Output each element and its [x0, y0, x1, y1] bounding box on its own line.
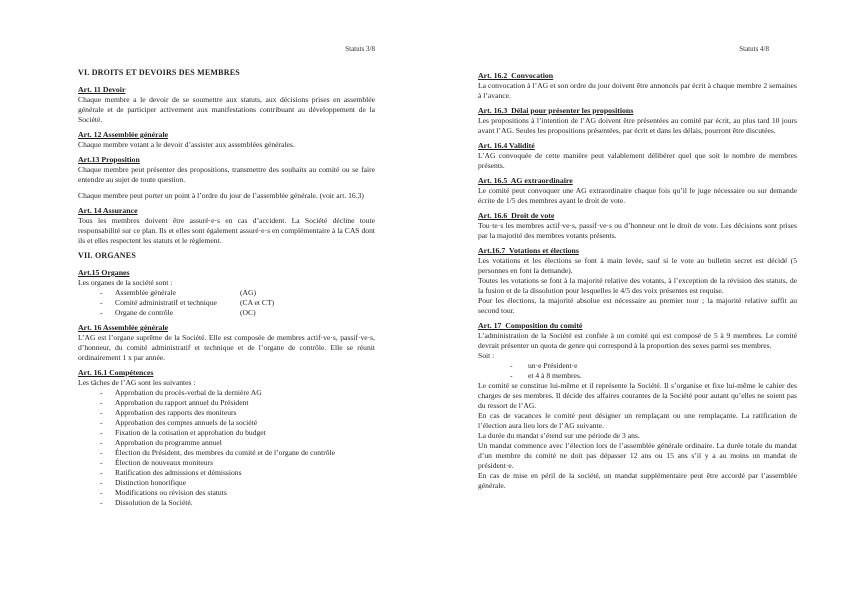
article-16-7-p3: Pour les élections, la majorité absolue est nécessaire au premier tour ; la majorité relative suffit au second tour. [478, 296, 797, 315]
article-17-p1: L’administration de la Société est confiée à un comité qui est composé de 5 à 9 membres. Le comité devrait présenter un quota de genre qui correspond à la proportion des sexes parmi ses membres. [478, 331, 797, 350]
organ-list-item [78, 298, 375, 308]
task-list-item [78, 398, 375, 408]
bullet-dash: - [100, 288, 103, 297]
article-17 [478, 321, 797, 491]
bullet-dash: - [100, 408, 103, 417]
task-text: Distinction honorifique [115, 478, 187, 487]
article-17-title: Art. 17 Composition du comité [478, 321, 583, 330]
bullet-dash: - [100, 468, 103, 477]
organ-abbr: (OC) [240, 308, 256, 317]
task-text: Approbation du programme annuel [115, 438, 222, 447]
article-16-5 [478, 176, 797, 206]
article-16-3 [478, 106, 797, 136]
article-16-1-intro: Les tâches de l’AG sont les suivantes : [78, 378, 196, 387]
article-16-2-body: La convocation à l’AG et son ordre du jour doivent être annoncés par écrit à chaque membre 2 semaines à l’avance. [478, 81, 797, 100]
page-right-content [478, 0, 797, 491]
task-list-item [78, 388, 375, 398]
page-number-left: Statuts 3/8 [345, 45, 375, 53]
article-13-body-1: Chaque membre peut présenter des propositions, transmettre des souhaits au comité ou se faire entendre au sujet de toute question. [78, 165, 375, 184]
article-16-1-title: Art. 16.1 Compétences [78, 368, 154, 377]
article-16-3-title: Art. 16.3 Délai pour présenter les propositions [478, 106, 634, 115]
task-text: Modifications ou révision des statuts [115, 488, 227, 497]
bullet-dash: - [100, 458, 103, 467]
article-16-2-title: Art. 16.2 Convocation [478, 71, 554, 80]
task-text: Approbation des comptes annuels de la société [115, 418, 258, 427]
page-number-right: Statuts 4/8 [739, 45, 769, 53]
bullet-dash: - [100, 308, 103, 317]
task-list-item [78, 408, 375, 418]
article-13-title: Art.13 Proposition [78, 155, 140, 164]
article-16-4 [478, 141, 797, 171]
task-text: Approbation des rapports des moniteurs [115, 408, 237, 417]
article-12-title: Art. 12 Assemblée générale [78, 130, 169, 139]
bullet-dash: - [100, 388, 103, 397]
bullet-dash: - [100, 488, 103, 497]
article-16-3-body: Les propositions à l’intention de l’AG doivent être présentées au comité par écrit, au plus tard 10 jours avant l’AG. Seules les propositions présentées, par écrit et dans les délais, pourront être discutées. [478, 116, 797, 135]
bullet-dash: - [510, 361, 513, 370]
article-17-p2: Le comité se constitue lui-même et il représente la Société. Il s’organise et fixe lui-même le cahier des charges de ses membres. Il décide des affaires courantes de la Société pour autant qu’elles ne soient pas du ressort de l’AG. [478, 381, 797, 410]
article-13-body-2: Chaque membre peut porter un point à l’ordre du jour de l’assemblée générale. (voir art. 16.3) [78, 191, 364, 200]
task-list-item [78, 438, 375, 448]
bullet-dash: - [100, 428, 103, 437]
section-vii-title: VII. ORGANES [78, 251, 136, 260]
bullet-dash: - [100, 498, 103, 507]
task-text: Fixation de la cotisation et approbation du budget [115, 428, 266, 437]
organ-list-item [78, 308, 375, 318]
organ-name: Organe de contrôle [115, 308, 174, 317]
article-16-1 [78, 368, 375, 508]
article-16-title: Art. 16 Assemblée générale [78, 323, 169, 332]
article-16-2 [478, 71, 797, 101]
committee-list-item [478, 371, 797, 381]
article-14-body: Tous les membres doivent être assuré·e·s en cas d’accident. La Société décline toute responsabilité sur ce plan. Ils et elles sont également assuré·e·s en complémentaire à la CAS dont ils et elles respectent les statuts et le règlement. [78, 216, 375, 245]
article-13 [78, 155, 375, 201]
bullet-dash: - [100, 398, 103, 407]
bullet-dash: - [100, 418, 103, 427]
article-14-title: Art. 14 Assurance [78, 206, 138, 215]
article-11-title: Art. 11 Devoir [78, 85, 126, 94]
article-12 [78, 130, 375, 150]
page-left-content [78, 0, 375, 508]
article-16-5-title: Art. 16.5 AG extraordinaire [478, 176, 573, 185]
page-statuts-4 [478, 0, 797, 595]
page-statuts-3 [78, 0, 375, 595]
committee-list-item [478, 361, 797, 371]
article-11-body: Chaque membre a le devoir de se soumettre aux statuts, aux décisions prises en assemblée générale et de participer activement aux manifestations contribuant au développement de la Société. [78, 95, 375, 124]
section-vi-title: VI. DROITS ET DEVOIRS DES MEMBRES [78, 68, 240, 77]
committee-text: un·e Président·e [528, 361, 578, 370]
article-17-p4: La durée du mandat s’étend sur une période de 3 ans. [478, 431, 640, 440]
organ-abbr: (CA et CT) [240, 298, 275, 307]
bullet-dash: - [100, 298, 103, 307]
task-list-item [78, 468, 375, 478]
task-text: Ratification des admissions et démissions [115, 468, 242, 477]
article-16 [78, 323, 375, 363]
article-16-body: L’AG est l’organe suprême de la Société. Elle est composée de membres actif·ve·s, passif·ve·s, d’honneur, du comité administratif et technique et de l’organe de contrôle. Elle se réunit ordinairement 1 x par année. [78, 333, 375, 362]
bullet-dash: - [100, 438, 103, 447]
article-15-intro: Les organes de la société sont : [78, 278, 173, 287]
article-16-7-title: Art.16.7 Votations et élections [478, 246, 579, 255]
article-16-6 [478, 211, 797, 241]
article-16-4-body: L’AG convoquée de cette manière peut valablement délibérer quel que soit le nombre de membres présents. [478, 151, 797, 170]
article-16-7-p1: Les votations et les élections se font à main levée, sauf si le vote au bulletin secret est décidé (5 personnes en font la demande). [478, 256, 797, 275]
article-16-7 [478, 246, 797, 316]
article-16-4-title: Art. 16.4 Validité [478, 141, 535, 150]
task-list-item [78, 458, 375, 468]
article-12-body: Chaque membre votant a le devoir d’assister aux assemblées générales. [78, 140, 295, 149]
task-list-item [78, 418, 375, 428]
article-15 [78, 268, 375, 318]
task-text: Élection de nouveaux moniteurs [115, 458, 214, 467]
task-text: Approbation du rapport annuel du Président [115, 398, 249, 407]
article-17-p3: En cas de vacances le comité peut désigner un remplaçant ou une remplaçante. La ratification de l’élection aura lieu lors de l’AG suivante. [478, 411, 797, 430]
task-list-item [78, 448, 375, 458]
bullet-dash: - [100, 478, 103, 487]
bullet-dash: - [100, 448, 103, 457]
organ-abbr: (AG) [240, 288, 257, 297]
committee-text: et 4 à 8 membres. [528, 371, 582, 380]
organ-name: Assemblée générale [115, 288, 176, 297]
bullet-dash: - [510, 371, 513, 380]
task-text: Approbation du procès-verbal de la dernière AG [115, 388, 262, 397]
article-17-p5: Un mandat commence avec l’élection lors de l’assemblée générale ordinaire. La durée totale du mandat d’un membre du comité ne doit pas dépasser 12 ans ou 15 ans s’il y a au moins un mandat de président·e. [478, 441, 797, 470]
organ-name: Comité administratif et technique [115, 298, 217, 307]
article-14 [78, 206, 375, 246]
task-list-item [78, 488, 375, 498]
article-16-6-body: Tou·te·s les membres actif·ve·s, passif·ve·s ou d’honneur ont le droit de vote. Les décisions sont prises par la majorité des membres votants présents. [478, 221, 797, 240]
article-15-title: Art.15 Organes [78, 268, 130, 277]
task-text: Élection du Président, des membres du comité et de l’organe de contrôle [115, 448, 336, 457]
article-11 [78, 85, 375, 125]
task-list-item [78, 498, 375, 508]
organ-list-item [78, 288, 375, 298]
article-16-6-title: Art. 16.6 Droit de vote [478, 211, 555, 220]
article-16-7-p2: Toutes les votations se font à la majorité relative des votants, à l’exception de la révision des statuts, de la fusion et de la dissolution pour lesquelles le 4/5 des voix présentes est requise. [478, 276, 797, 295]
task-list-item [78, 428, 375, 438]
article-17-p6: En cas de mise en péril de la société, un mandat supplémentaire peut être accordé par l’assemblée générale. [478, 471, 797, 490]
task-list-item [78, 478, 375, 488]
article-17-soit: Soit : [478, 351, 495, 360]
task-text: Dissolution de la Société. [115, 498, 193, 507]
article-16-5-body: Le comité peut convoquer une AG extraordinaire chaque fois qu’il le juge nécessaire ou sur demande écrite de 1/5 des membres ayant le droit de vote. [478, 186, 797, 205]
